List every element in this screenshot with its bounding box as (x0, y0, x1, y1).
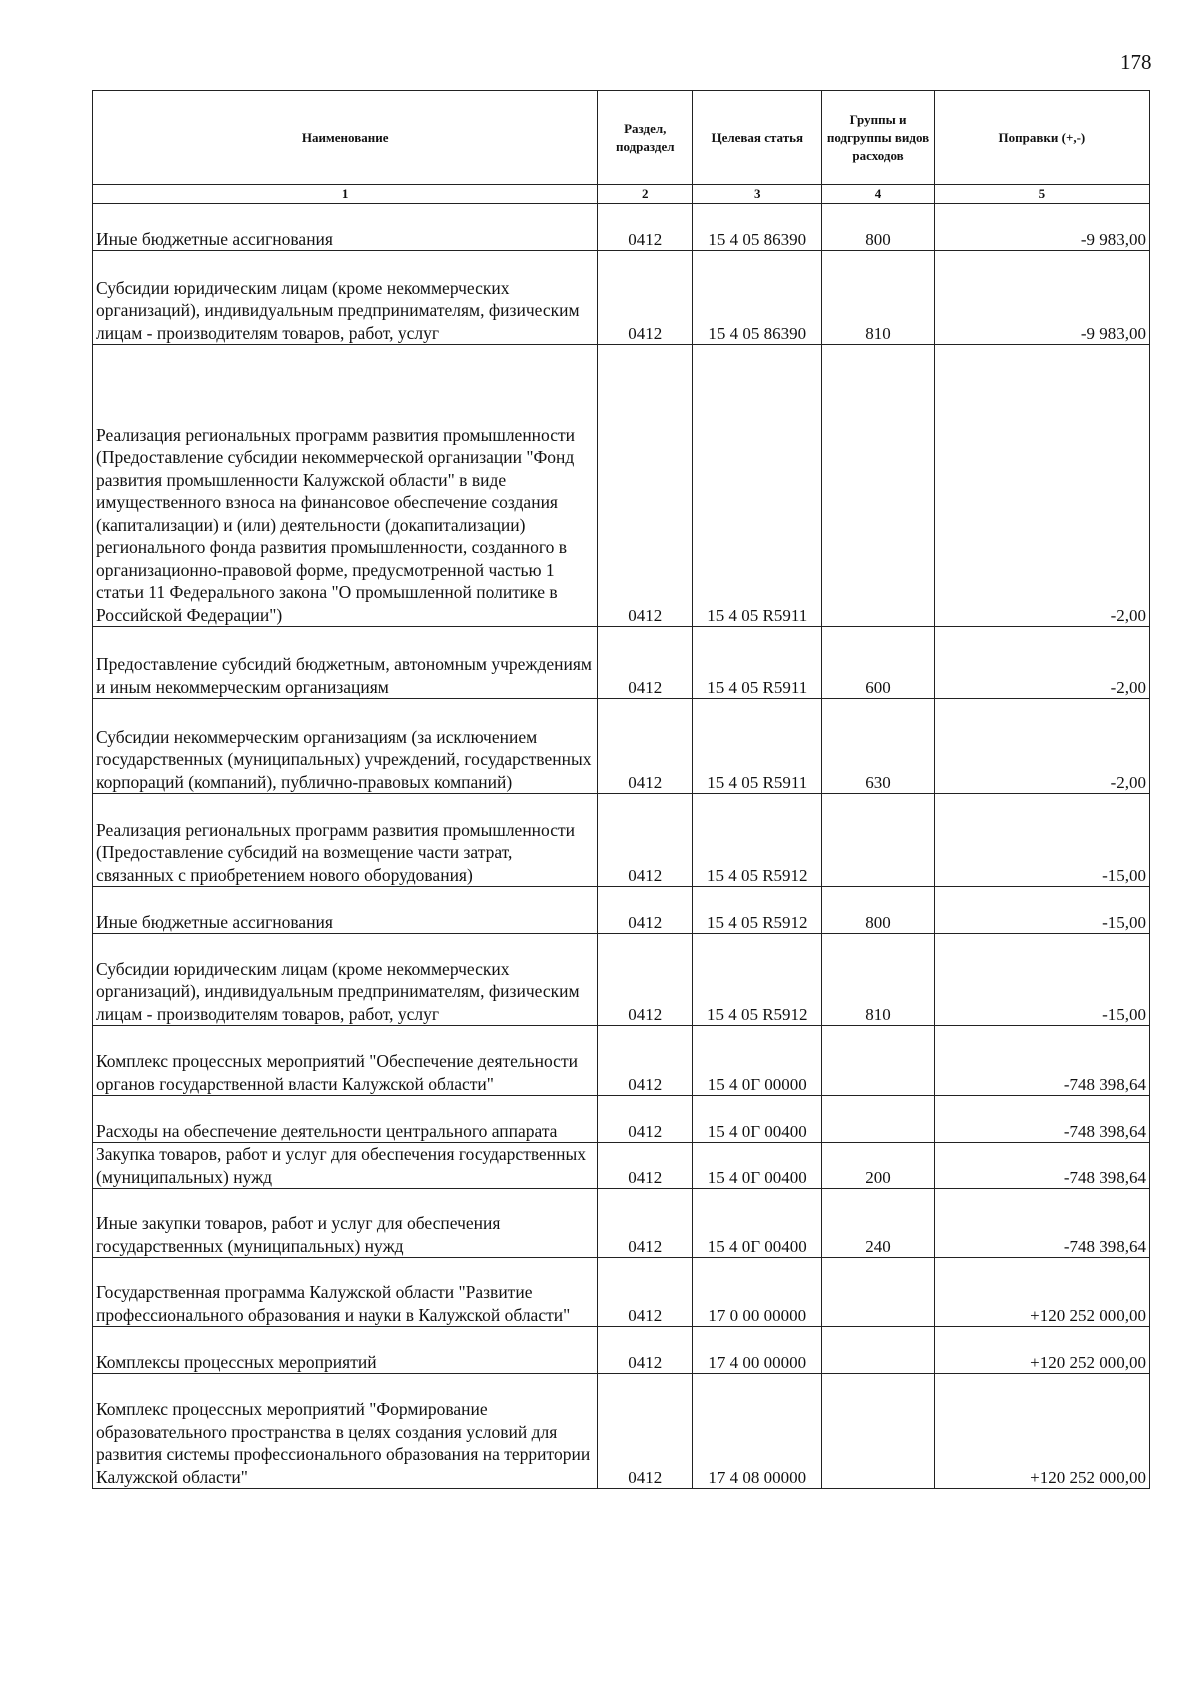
row-amount: -2,00 (934, 627, 1149, 699)
row-section: 0412 (598, 699, 693, 794)
row-article: 17 4 08 00000 (693, 1374, 822, 1489)
row-group: 240 (822, 1189, 935, 1258)
row-name: Субсидии некоммерческим организациям (за исключением государственных (муниципальных) учреждений, государственных корпораций (компаний), публично-правовых компаний) (93, 699, 598, 794)
row-amount: -748 398,64 (934, 1026, 1149, 1096)
row-article: 15 4 05 R5912 (693, 934, 822, 1026)
row-article: 15 4 05 R5911 (693, 345, 822, 627)
table-row (93, 934, 1150, 1026)
row-article: 17 0 00 00000 (693, 1258, 822, 1327)
row-group: 800 (822, 887, 935, 934)
row-section: 0412 (598, 1327, 693, 1374)
table-row (93, 794, 1150, 887)
header-name: Наименование (93, 91, 598, 185)
table-row (93, 1374, 1150, 1489)
row-amount: -2,00 (934, 345, 1149, 627)
row-name: Закупка товаров, работ и услуг для обеспечения государственных (муниципальных) нужд (93, 1143, 598, 1189)
row-group (822, 1026, 935, 1096)
row-article: 15 4 05 R5911 (693, 627, 822, 699)
row-section: 0412 (598, 1258, 693, 1327)
header-section: Раздел, подраздел (598, 91, 693, 185)
table-row (93, 1096, 1150, 1143)
table-row (93, 699, 1150, 794)
row-section: 0412 (598, 204, 693, 251)
row-article: 15 4 05 86390 (693, 251, 822, 345)
row-section: 0412 (598, 251, 693, 345)
row-article: 15 4 05 R5911 (693, 699, 822, 794)
row-name: Комплекс процессных мероприятий "Обеспечение деятельности органов государственной власти Калужской области" (93, 1026, 598, 1096)
row-group (822, 1258, 935, 1327)
row-amount: -748 398,64 (934, 1096, 1149, 1143)
row-article: 15 4 0Г 00400 (693, 1143, 822, 1189)
row-amount: -748 398,64 (934, 1143, 1149, 1189)
row-group: 200 (822, 1143, 935, 1189)
row-amount: -15,00 (934, 934, 1149, 1026)
table-row (93, 1143, 1150, 1189)
row-article: 15 4 05 R5912 (693, 794, 822, 887)
row-name: Субсидии юридическим лицам (кроме некоммерческих организаций), индивидуальным предпринимателям, физическим лицам - производителям товаров, работ, услуг (93, 934, 598, 1026)
row-name: Иные бюджетные ассигнования (93, 204, 598, 251)
row-amount: +120 252 000,00 (934, 1327, 1149, 1374)
row-amount: -2,00 (934, 699, 1149, 794)
row-section: 0412 (598, 345, 693, 627)
table-row (93, 887, 1150, 934)
row-section: 0412 (598, 1374, 693, 1489)
row-section: 0412 (598, 887, 693, 934)
column-number: 1 (93, 185, 598, 204)
row-amount: -15,00 (934, 887, 1149, 934)
row-article: 15 4 0Г 00400 (693, 1189, 822, 1258)
row-article: 15 4 05 R5912 (693, 887, 822, 934)
row-article: 15 4 0Г 00000 (693, 1026, 822, 1096)
row-section: 0412 (598, 1189, 693, 1258)
table-row (93, 627, 1150, 699)
row-group (822, 1096, 935, 1143)
row-section: 0412 (598, 627, 693, 699)
table-row (93, 251, 1150, 345)
row-amount: -15,00 (934, 794, 1149, 887)
row-group: 800 (822, 204, 935, 251)
header-row (93, 91, 1150, 185)
row-group: 810 (822, 934, 935, 1026)
row-amount: +120 252 000,00 (934, 1374, 1149, 1489)
budget-table (92, 90, 1150, 1489)
row-article: 15 4 0Г 00400 (693, 1096, 822, 1143)
row-name: Реализация региональных программ развития промышленности (Предоставление субсидии некоммерческой организации "Фонд развития промышленности Калужской области" в виде имущественного взноса на финансовое обеспечение создания (капитализации) и (или) деятельности (докапитализации) регионального фонда развития промышленности, созданного в организационно-правовой форме, предусмотренной частью 1 статьи 11 Федерального закона "О промышленной политике в Российской Федерации") (93, 345, 598, 627)
row-name: Комплекс процессных мероприятий "Формирование образовательного пространства в целях создания условий для развития системы профессионального образования на территории Калужской области" (93, 1374, 598, 1489)
table-row (93, 1327, 1150, 1374)
header-amendment: Поправки (+,-) (934, 91, 1149, 185)
table-row (93, 1258, 1150, 1327)
row-group: 600 (822, 627, 935, 699)
column-number: 4 (822, 185, 935, 204)
row-group: 810 (822, 251, 935, 345)
header-article: Целевая статья (693, 91, 822, 185)
column-number: 3 (693, 185, 822, 204)
row-name: Расходы на обеспечение деятельности центрального аппарата (93, 1096, 598, 1143)
row-amount: -748 398,64 (934, 1189, 1149, 1258)
row-amount: -9 983,00 (934, 204, 1149, 251)
row-article: 15 4 05 86390 (693, 204, 822, 251)
header-group: Группы и подгруппы видов расходов (822, 91, 935, 185)
row-section: 0412 (598, 1026, 693, 1096)
column-number-row (93, 185, 1150, 204)
row-group (822, 1327, 935, 1374)
page-number: 178 (1120, 50, 1152, 74)
row-group (822, 345, 935, 627)
row-group: 630 (822, 699, 935, 794)
row-name: Субсидии юридическим лицам (кроме некоммерческих организаций), индивидуальным предпринимателям, физическим лицам - производителям товаров, работ, услуг (93, 251, 598, 345)
row-section: 0412 (598, 1096, 693, 1143)
row-section: 0412 (598, 934, 693, 1026)
row-group (822, 1374, 935, 1489)
row-name: Иные бюджетные ассигнования (93, 887, 598, 934)
row-name: Предоставление субсидий бюджетным, автономным учреждениям и иным некоммерческим организациям (93, 627, 598, 699)
row-amount: +120 252 000,00 (934, 1258, 1149, 1327)
row-article: 17 4 00 00000 (693, 1327, 822, 1374)
column-number: 5 (934, 185, 1149, 204)
row-name: Реализация региональных программ развития промышленности (Предоставление субсидий на возмещение части затрат, связанных с приобретением нового оборудования) (93, 794, 598, 887)
row-section: 0412 (598, 794, 693, 887)
row-name: Иные закупки товаров, работ и услуг для обеспечения государственных (муниципальных) нужд (93, 1189, 598, 1258)
row-name: Комплексы процессных мероприятий (93, 1327, 598, 1374)
row-section: 0412 (598, 1143, 693, 1189)
table-row (93, 1189, 1150, 1258)
table-row (93, 204, 1150, 251)
row-group (822, 794, 935, 887)
column-number: 2 (598, 185, 693, 204)
row-amount: -9 983,00 (934, 251, 1149, 345)
row-name: Государственная программа Калужской области "Развитие профессионального образования и науки в Калужской области" (93, 1258, 598, 1327)
table-row (93, 1026, 1150, 1096)
table-row (93, 345, 1150, 627)
